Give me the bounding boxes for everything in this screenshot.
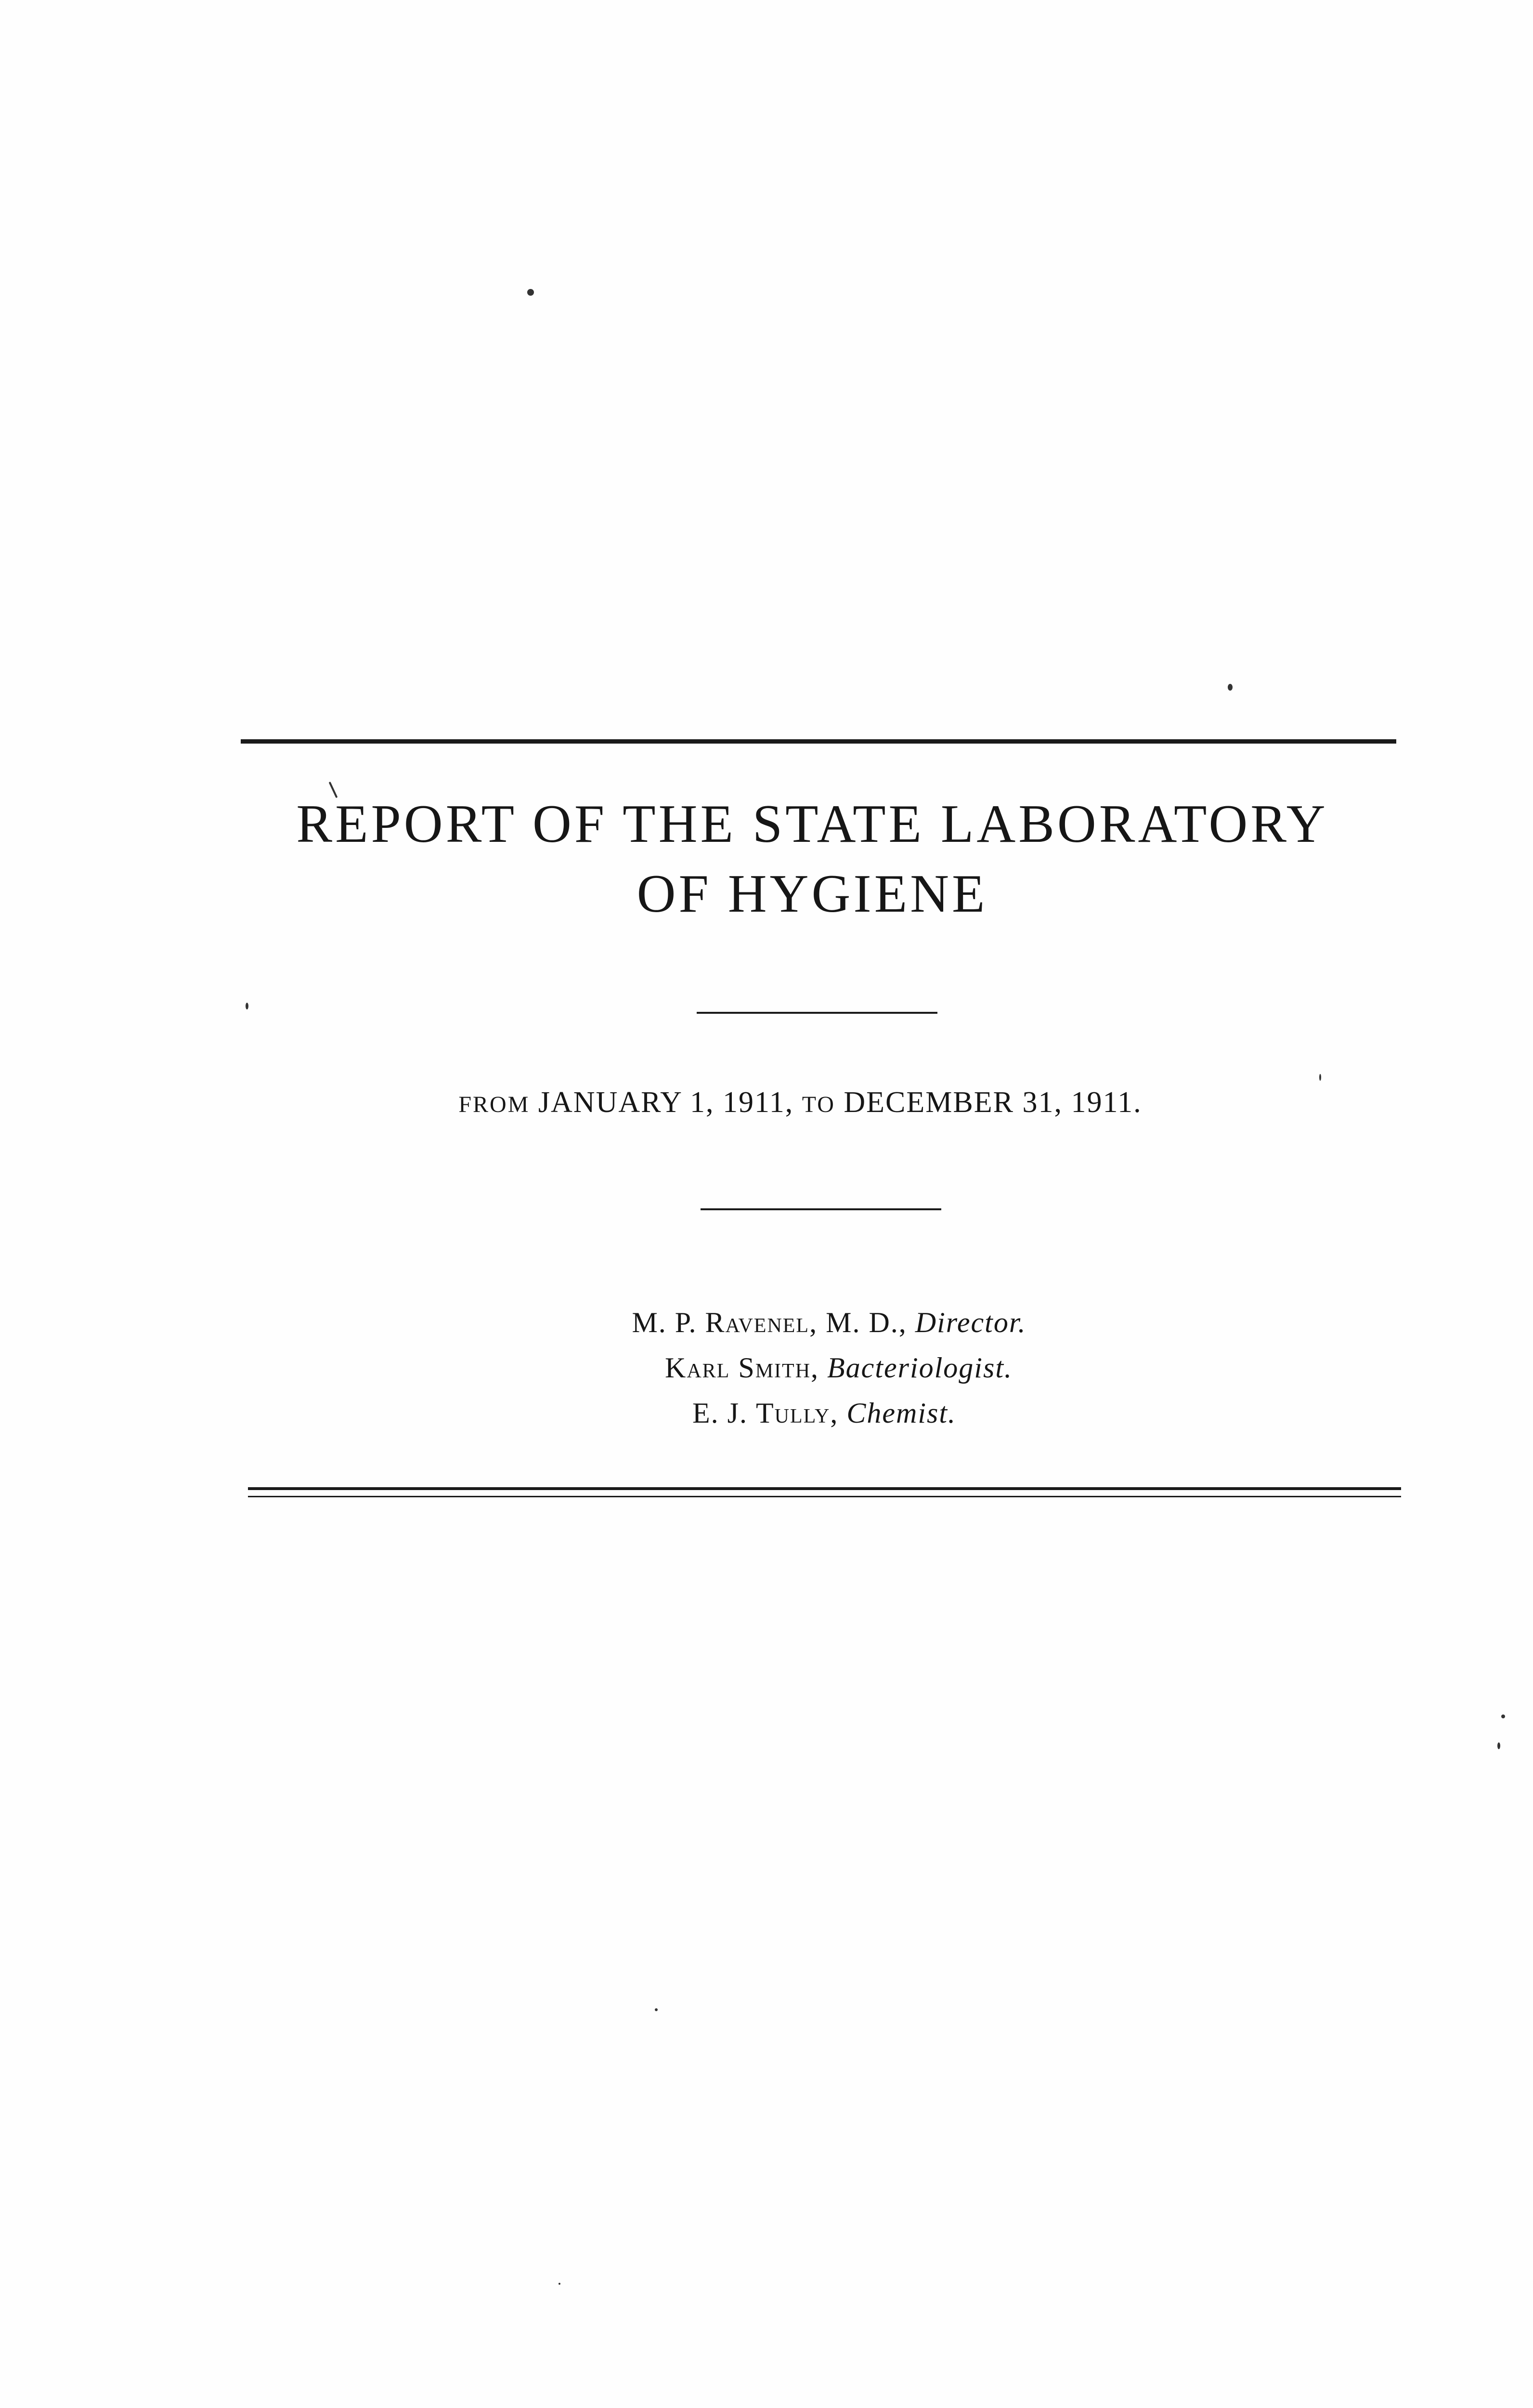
scan-speck [1497,1742,1500,1749]
top-rule-thick [241,741,1396,744]
scan-speck [1319,1074,1321,1081]
scan-speck [1228,684,1233,691]
staff-role: Director. [915,1307,1026,1338]
short-divider-1 [697,1012,937,1014]
short-divider-2 [701,1208,941,1210]
period-from-word: FROM [458,1092,530,1117]
report-title-line-2: OF HYGIENE [637,864,988,924]
top-double-rule [241,739,1396,744]
staff-initials: Karl [665,1352,730,1384]
scan-speck [1501,1714,1505,1718]
staff-initials: M. P. [632,1307,697,1338]
scan-speck [527,289,534,296]
scan-speck [559,2283,560,2285]
staff-director [63,1308,1533,1337]
staff-suffix: , M. D., [809,1307,907,1338]
staff-surname: Ravenel [705,1307,810,1338]
staff-bacteriologist [72,1353,1533,1382]
bottom-double-rule [248,1487,1401,1497]
staff-suffix: , [811,1352,819,1384]
staff-role: Bacteriologist. [827,1352,1013,1384]
scan-speck [246,1003,248,1009]
staff-role: Chemist. [846,1397,957,1429]
staff-suffix: , [830,1397,839,1429]
staff-initials: E. J. [692,1397,748,1429]
bottom-rule-thin [248,1496,1401,1497]
period-to-word: TO [802,1092,835,1117]
report-title-line-1: REPORT OF THE STATE LABORATORY [296,794,1328,854]
staff-chemist [58,1399,1533,1427]
staff-surname: Smith [738,1352,811,1384]
report-period [34,1087,1533,1117]
period-start-date: JANUARY 1, 1911, [538,1086,794,1119]
scan-speck [655,2008,658,2011]
staff-surname: Tully [755,1397,831,1429]
period-end-date: DECEMBER 31, 1911. [844,1086,1142,1119]
